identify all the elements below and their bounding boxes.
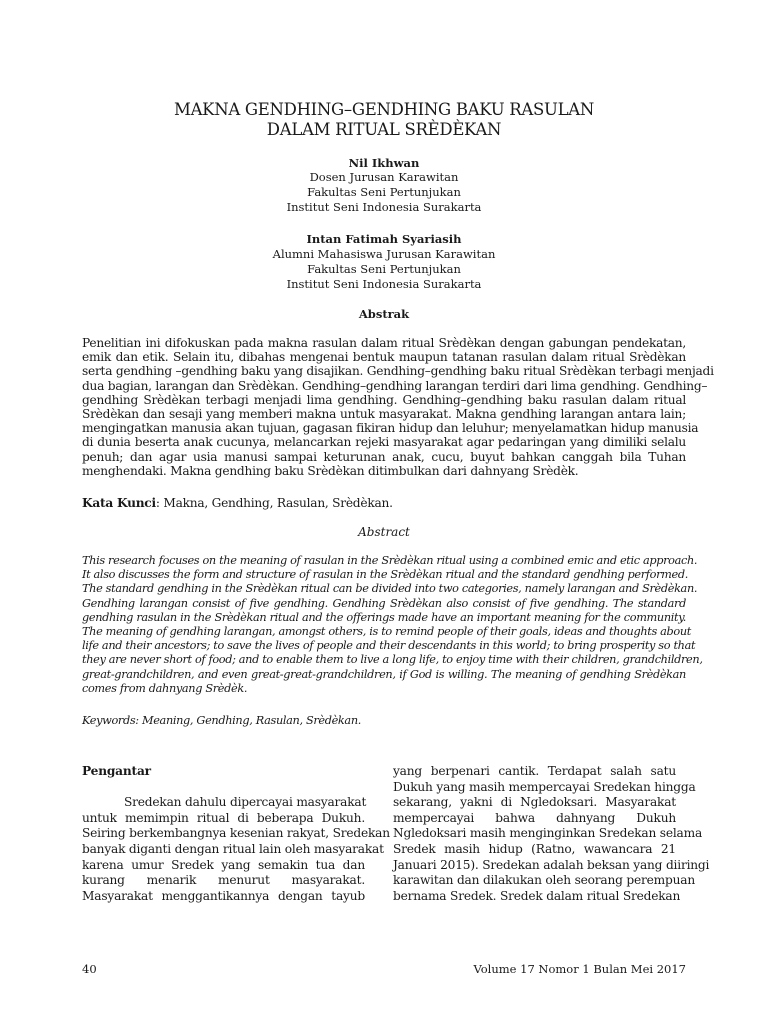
body-line: Masyarakat menggantikannya dengan tayub: [82, 888, 365, 903]
abstrak-line: Penelitian ini difokuskan pada makna rasulan dalam ritual Srèdèkan dengan gabungan pendekatan,: [82, 336, 686, 350]
body-line: karawitan dan dilakukan oleh seorang perempuan: [393, 873, 695, 888]
body-line: untuk memimpin ritual di beberapa Dukuh.: [82, 810, 365, 825]
abstrak-body: [82, 336, 714, 478]
body-line: Seiring berkembangnya kesenian rakyat, Sredekan: [82, 826, 390, 841]
author-1-name: Nil Ikhwan: [348, 156, 420, 170]
journal-issue: Volume 17 Nomor 1 Bulan Mei 2017: [473, 962, 686, 976]
abstrak-heading: Abstrak: [358, 307, 410, 321]
article-title-line-2: DALAM RITUAL SRÈDÈKAN: [266, 120, 502, 139]
abstract-line: gendhing rasulan in the Srèdèkan ritual and the offerings made have an important meaning for the community.: [82, 610, 686, 624]
body-right-column: [393, 764, 710, 904]
kata-kunci-label: Kata Kunci: [82, 496, 156, 510]
body-line: karena umur Sredek yang semakin tua dan: [82, 857, 365, 872]
abstract-line: great-grandchildren, and even great-great-grandchildren, if God is willing. The meaning of gendhing Srèdèkan: [82, 667, 686, 681]
abstrak-line: penuh; dan agar usia manusi sampai keturunan anak, cucu, buyut bahkan canggah bila Tuhan: [82, 449, 686, 464]
abstract-line: comes from dahnyang Srèdèk.: [82, 681, 248, 695]
body-line: banyak diganti dengan ritual lain oleh masyarakat: [82, 841, 384, 856]
author-1-affiliation: Institut Seni Indonesia Surakarta: [286, 200, 482, 214]
abstrak-line: di dunia beserta anak cucunya, melancarkan rejeki masyarakat agar pedaringan yang dimiliki selalu: [82, 435, 686, 450]
abstrak-line: menghendaki. Makna gendhing baku Srèdèkan ditimbulkan dari dahnyang Srèdèk.: [82, 463, 579, 478]
abstract-line: It also discusses the form and structure of rasulan in the Srèdèkan ritual and the standard gendhing performed.: [82, 568, 688, 582]
body-line: bernama Sredek. Sredek dalam ritual Sredekan: [393, 888, 681, 903]
body-line: Ngledoksari masih menginginkan Sredekan selama: [393, 826, 703, 841]
author-2-affiliation: Fakultas Seni Pertunjukan: [307, 262, 461, 276]
body-line: kurang menarik menurut masyarakat.: [82, 873, 365, 888]
spacer: [82, 780, 365, 796]
kata-kunci-values: : Makna, Gendhing, Rasulan, Srèdèkan.: [155, 496, 393, 510]
body-line: mempercayai bahwa dahnyang Dukuh: [393, 810, 676, 825]
abstract-line: The standard gendhing in the Srèdèkan ritual can be divided into two categories, namely larangan and Srèdèkan.: [82, 582, 698, 596]
author-1-affiliation: Fakultas Seni Pertunjukan: [307, 185, 461, 199]
body-line: sekarang, yakni di Ngledoksari. Masyarakat: [393, 795, 676, 810]
author-1-affiliation: Dosen Jurusan Karawitan: [309, 170, 459, 184]
abstract-heading: Abstract: [358, 525, 410, 539]
abstract-line: they are never short of food; and to enable them to live a long life, to enjoy time with their children, grandchildren,: [82, 653, 703, 667]
article-title-line-1: MAKNA GENDHING–GENDHING BAKU RASULAN: [173, 100, 595, 119]
body-line: yang berpenari cantik. Terdapat salah satu: [393, 764, 676, 778]
abstract-line: This research focuses on the meaning of rasulan in the Srèdèkan ritual using a combined emic and etic approach.: [82, 554, 698, 567]
abstrak-line: mengingatkan manusia akan tujuan, gagasan fikiran hidup dan leluhur; menyelamatkan hidup manusia: [82, 421, 699, 436]
author-2-name: Intan Fatimah Syariasih: [306, 232, 462, 246]
abstrak-line: Srèdèkan dan sesaji yang memberi makna untuk masyarakat. Makna gendhing larangan antara lain;: [82, 406, 686, 421]
abstrak-line: serta gendhing –gendhing baku yang disajikan. Gendhing–gendhing baku ritual Srèdèkan terbagi menjadi: [82, 364, 714, 379]
abstract-line: The meaning of gendhing larangan, amongst others, is to remind people of their goals, ideas and thoughts about: [82, 624, 691, 638]
kata-kunci: [82, 496, 686, 510]
body-left-column: [82, 764, 390, 904]
abstract-line: life and their ancestors; to save the lives of people and their descendants in this world; to bring prosperity so that: [82, 639, 696, 653]
page-number: 40: [82, 962, 97, 976]
abstrak-line: dua bagian, larangan dan Srèdèkan. Gendhing–gendhing larangan terdiri dari lima gendhing. Gendhing–: [82, 378, 708, 393]
abstrak-line: emik dan etik. Selain itu, dibahas mengenai bentuk maupun tatanan rasulan dalam ritual Srèdèkan: [82, 350, 686, 365]
section-heading: Pengantar: [82, 764, 151, 778]
abstrak-line: gendhing Srèdèkan terbagi menjadi lima gendhing. Gendhing–gendhing baku rasulan dalam ritual: [82, 392, 686, 407]
body-line: Januari 2015). Sredekan adalah beksan yang diiringi: [393, 857, 710, 872]
body-line: Sredek masih hidup (Ratno, wawancara 21: [393, 841, 676, 856]
author-2-affiliation: Alumni Mahasiswa Jurusan Karawitan: [272, 247, 496, 261]
body-line: Sredekan dahulu dipercayai masyarakat: [124, 795, 367, 810]
body-line: Dukuh yang masih mempercayai Sredekan hingga: [393, 779, 696, 794]
abstract-body: [82, 554, 703, 696]
abstract-line: Gendhing larangan consist of five gendhing. Gendhing Srèdèkan also consist of five gendhing. The standard: [82, 596, 686, 610]
abstract-keywords: Keywords: Meaning, Gendhing, Rasulan, Srèdèkan.: [82, 714, 361, 727]
author-2-affiliation: Institut Seni Indonesia Surakarta: [286, 277, 482, 291]
